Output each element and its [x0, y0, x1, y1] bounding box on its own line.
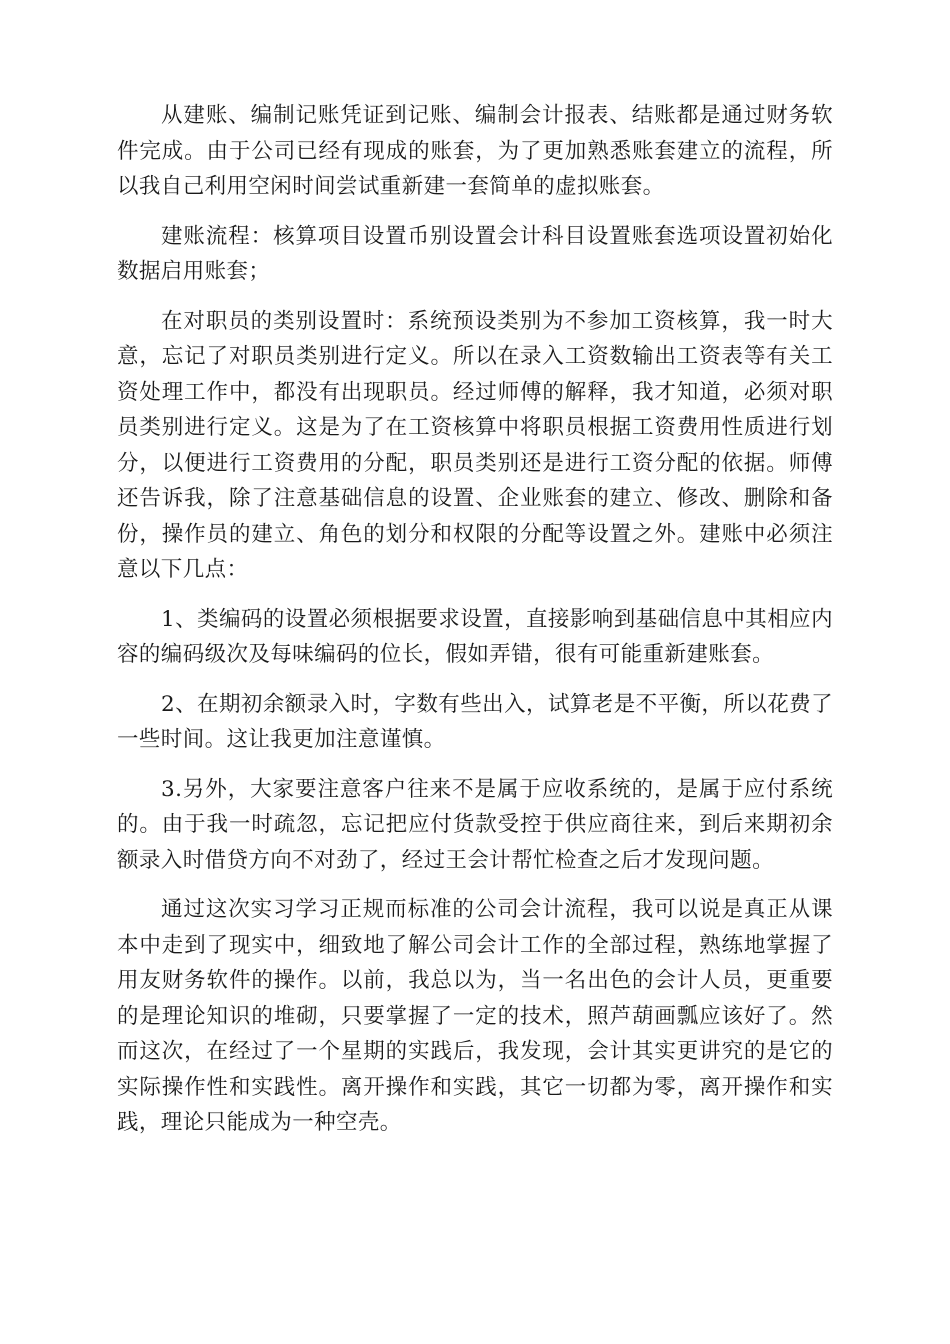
- paragraph-point-3: 3.另外，大家要注意客户往来不是属于应收系统的，是属于应付系统的。由于我一时疏忽，忘记把应付货款受控于供应商往来，到后来期初余额录入时借贷方向不对劲了，经过王会计帮忙检查之后才发现问题。: [117, 776, 833, 873]
- paragraph-point-2: 2、在期初余额录入时，字数有些出入，试算老是不平衡，所以花费了一些时间。这让我更加注意谨慎。: [117, 691, 833, 752]
- paragraph-conclusion: 通过这次实习学习正规而标准的公司会计流程，我可以说是真正从课本中走到了现实中，细致地了解公司会计工作的全部过程，熟练地掌握了用友财务软件的操作。以前，我总以为，当一名出色的会计人员，更重要的是理论知识的堆砌，只要掌握了一定的技术，照芦葫画瓢应该好了。然而这次，在经过了一个星期的实践后，我发现，会计其实更讲究的是它的实际操作性和实践性。离开操作和实践，其它一切都为零，离开操作和实践，理论只能成为一种空壳。: [117, 897, 833, 1135]
- document-body: [117, 98, 833, 1155]
- paragraph-setup-flow: 建账流程：核算项目设置币别设置会计科目设置账套选项设置初始化数据启用账套；: [117, 223, 833, 284]
- paragraph-staff-category: 在对职员的类别设置时：系统预设类别为不参加工资核算，我一时大意，忘记了对职员类别进行定义。所以在录入工资数输出工资表等有关工资处理工作中，都没有出现职员。经过师傅的解释，我才知道，必须对职员类别进行定义。这是为了在工资核算中将职员根据工资费用性质进行划分，以便进行工资费用的分配，职员类别还是进行工资分配的依据。师傅还告诉我，除了注意基础信息的设置、企业账套的建立、修改、删除和备份，操作员的建立、角色的划分和权限的分配等设置之外。建账中必须注意以下几点：: [117, 308, 833, 582]
- paragraph-setup-intro: 从建账、编制记账凭证到记账、编制会计报表、结账都是通过财务软件完成。由于公司已经有现成的账套，为了更加熟悉账套建立的流程，所以我自己利用空闲时间尝试重新建一套简单的虚拟账套。: [117, 103, 833, 199]
- paragraph-point-1: 1、类编码的设置必须根据要求设置，直接影响到基础信息中其相应内容的编码级次及每味编码的位长，假如弄错，很有可能重新建账套。: [117, 606, 833, 667]
